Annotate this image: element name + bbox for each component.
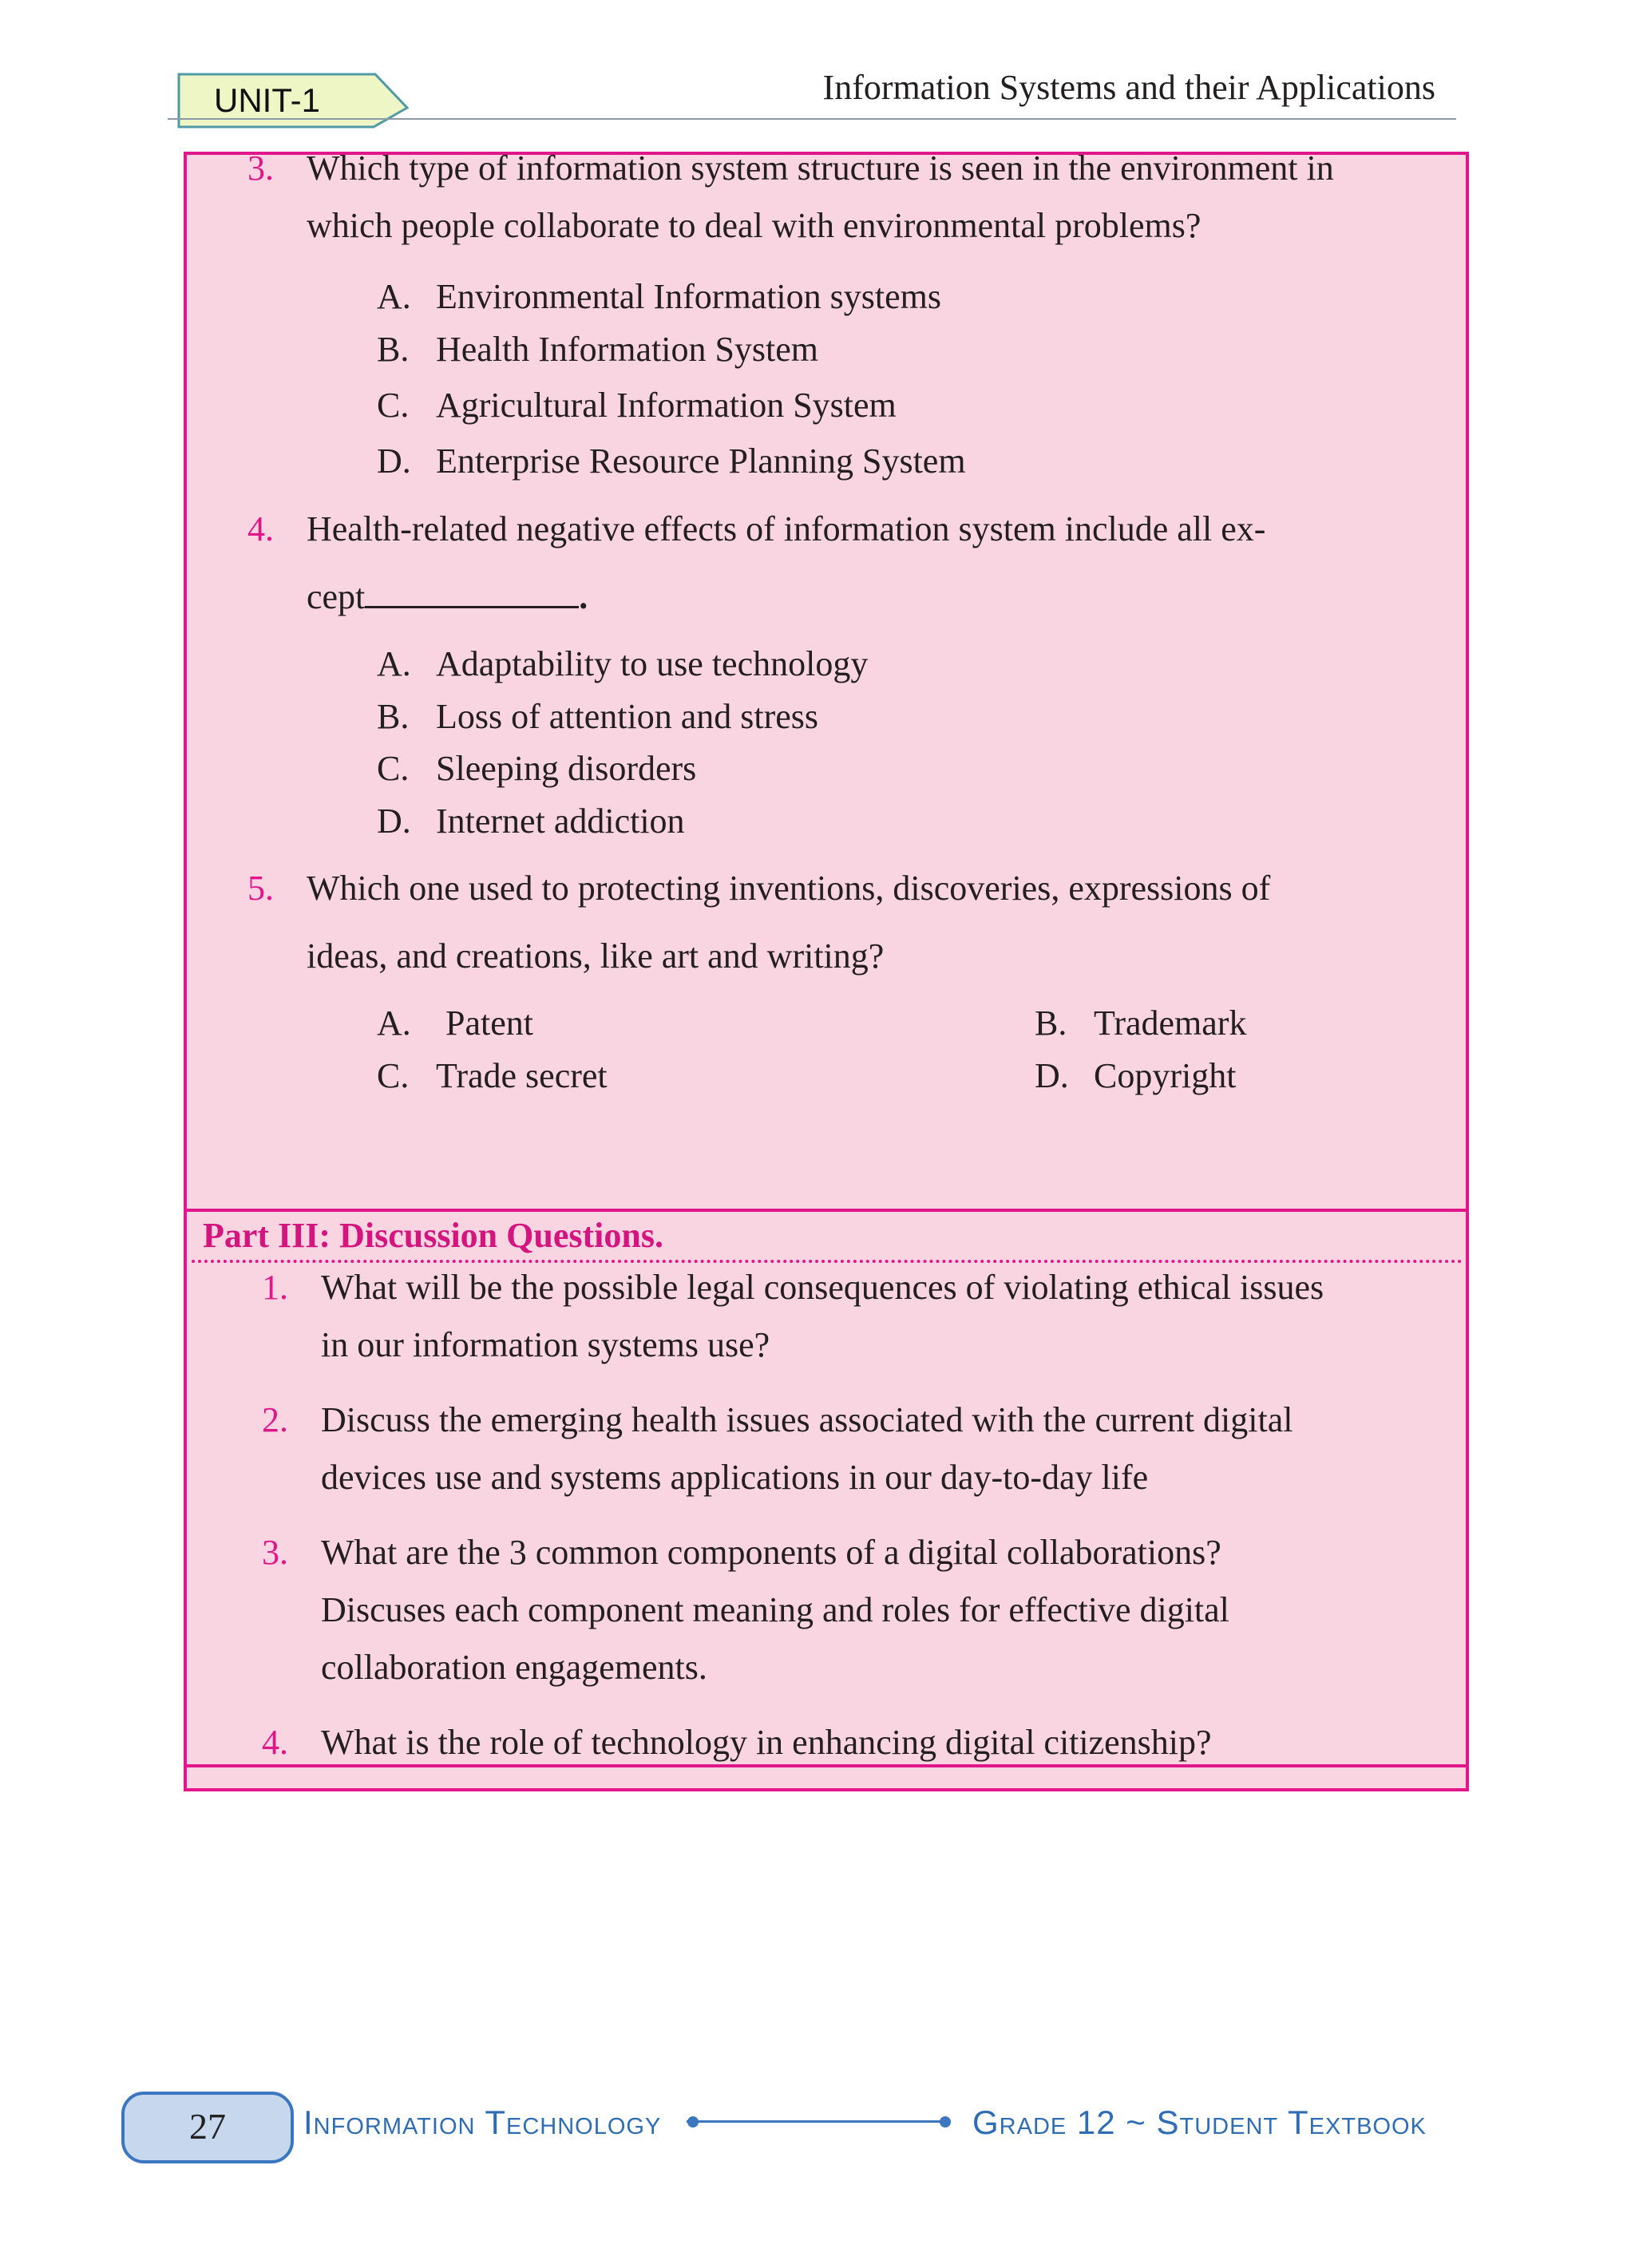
unit-label: UNIT-1 [214, 81, 321, 119]
option-letter: A. [377, 1003, 411, 1043]
option-text: Internet addiction [436, 802, 685, 841]
question-text-line-with-blank [307, 568, 588, 626]
unit-tab [177, 73, 409, 129]
discussion-text-line: What are the 3 common components of a digital collaborations? [321, 1533, 1221, 1572]
discussion-text-line: What is the role of technology in enhancing digital citizenship? [321, 1723, 1212, 1762]
option-letter: C. [377, 1056, 410, 1095]
discussion-text-line: devices use and systems applications in our day-to-day life [321, 1458, 1149, 1497]
option-letter: A. [377, 644, 411, 683]
option-text: Trade secret [436, 1056, 608, 1095]
discussion-text-line: collaboration engagements. [321, 1648, 707, 1687]
option-text: Environmental Information systems [436, 277, 941, 316]
page-header-title: Information Systems and their Applications [822, 68, 1435, 107]
question-number: 5. [247, 869, 274, 908]
question-text-fragment: cept [307, 577, 366, 616]
option-text: Copyright [1094, 1056, 1237, 1095]
header-rule [168, 118, 1456, 120]
discussion-text-line: Discuss the emerging health issues associated with the current digital [321, 1400, 1293, 1439]
question-text-line: which people collaborate to deal with environmental problems? [307, 206, 1202, 245]
option-text: Patent [445, 1003, 533, 1043]
option-text: Loss of attention and stress [436, 697, 819, 736]
discussion-text-line: in our information systems use? [321, 1325, 770, 1364]
page-number: 27 [189, 2106, 226, 2147]
option-text: Adaptability to use technology [436, 644, 869, 683]
question-number: 3. [247, 148, 274, 188]
discussion-text-line: Discuses each component meaning and roles for effective digital [321, 1590, 1229, 1629]
option-text: Health Information System [436, 330, 819, 369]
option-letter: D. [377, 441, 411, 481]
footer-line [687, 2120, 950, 2123]
option-text: Agricultural Information System [436, 386, 897, 425]
option-letter: C. [377, 749, 410, 788]
discussion-number: 3. [262, 1533, 288, 1572]
question-text-line: Health-related negative effects of information system include all ex- [307, 509, 1266, 548]
footer-subject: Information Technology [303, 2104, 662, 2141]
answer-blank [365, 576, 579, 608]
discussion-number: 1. [262, 1268, 288, 1307]
option-letter: C. [377, 386, 410, 425]
option-letter: A. [377, 277, 411, 316]
option-text: Trademark [1094, 1003, 1247, 1043]
option-letter: B. [377, 330, 410, 369]
section-divider [184, 1209, 1469, 1212]
part-heading: Part III: Discussion Questions. [203, 1216, 663, 1255]
option-letter: D. [1035, 1056, 1069, 1095]
option-letter: B. [377, 697, 410, 736]
option-text: Enterprise Resource Planning System [436, 441, 966, 481]
discussion-text-line: What will be the possible legal consequences of violating ethical issues [321, 1268, 1324, 1307]
question-text-line: ideas, and creations, like art and writing? [307, 936, 885, 976]
question-text-line: Which one used to protecting inventions, discoveries, expressions of [307, 869, 1271, 908]
blank-suffix: . [579, 577, 588, 616]
option-letter: B. [1035, 1003, 1067, 1043]
question-text-line: Which type of information system structure is seen in the environment in [307, 148, 1334, 188]
footer-line-dot-right [940, 2116, 951, 2127]
option-letter: D. [377, 802, 411, 841]
discussion-number: 2. [262, 1400, 288, 1439]
question-number: 4. [247, 509, 274, 548]
footer-grade: Grade 12 ~ Student Textbook [972, 2104, 1427, 2141]
discussion-number: 4. [262, 1723, 288, 1762]
option-text: Sleeping disorders [436, 749, 697, 788]
